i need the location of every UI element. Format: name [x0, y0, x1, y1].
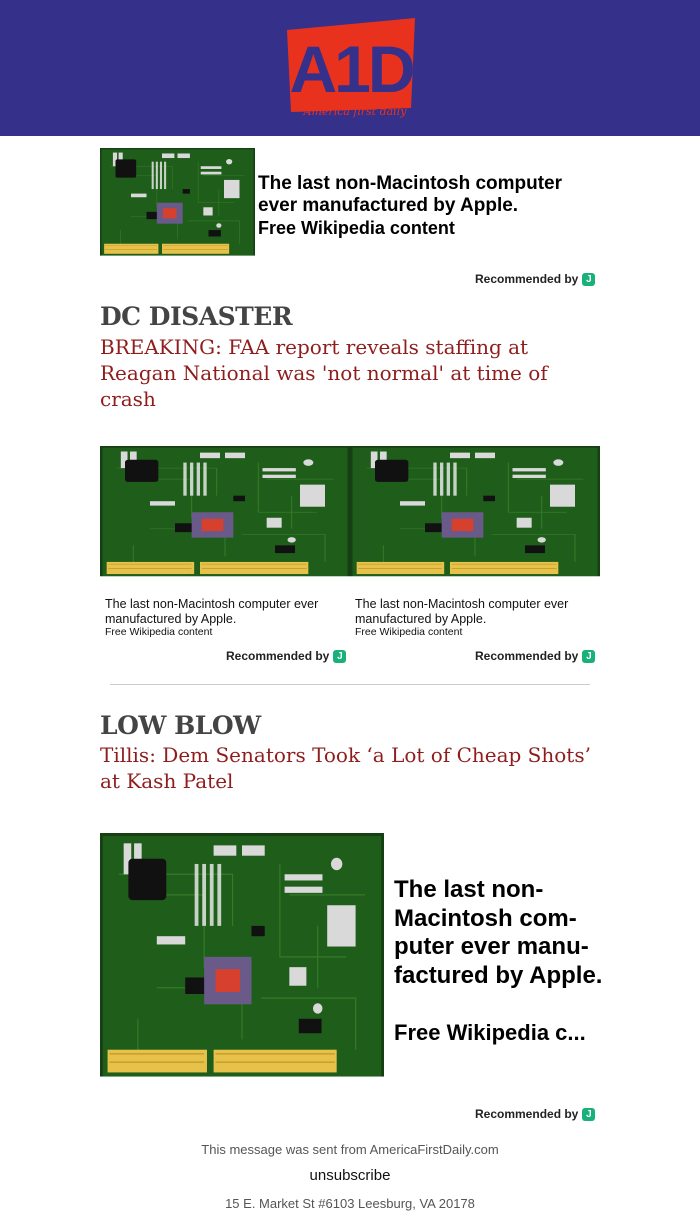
story-kicker: DC DISASTER [100, 302, 293, 331]
ad-title[interactable]: The last non-Macintosh computer ever manufactured by Apple. [105, 597, 319, 626]
ad-source: Free Wikipedia c... [394, 1020, 586, 1045]
ad-thumbnail[interactable] [100, 833, 384, 1091]
unsubscribe-link[interactable]: unsubscribe [309, 1167, 391, 1184]
svg-text:America first daily: America first daily [303, 105, 407, 118]
story-kicker: LOW BLOW [100, 711, 261, 740]
svg-text:A1D: A1D [289, 32, 413, 106]
recommended-label: Recommended by [226, 649, 330, 663]
story-headline-link[interactable]: BREAKING: FAA report reveals staffing at Reagan National was 'not normal' at time of crash [100, 335, 548, 411]
recommender-logo-icon: J [582, 650, 595, 663]
recommender-logo-icon: J [582, 273, 595, 286]
ad-source: Free Wikipedia content [355, 626, 463, 638]
recommended-label: Recommended by [475, 649, 579, 663]
ad-title[interactable]: The last non-Macintosh computer ever manufactured by Apple. [355, 597, 569, 626]
a1d-logo[interactable] [283, 16, 417, 120]
ad-source: Free Wikipedia content [105, 626, 213, 638]
footer-sent-from: This message was sent from AmericaFirstDaily.com [201, 1142, 499, 1157]
footer-address: 15 E. Market St #6103 Leesburg, VA 20178 [225, 1196, 475, 1211]
ad-title[interactable]: The last non-Macintosh com-puter ever manu-factured by Apple. [394, 876, 603, 989]
ad-thumbnail[interactable] [100, 148, 255, 262]
ad-thumbnail[interactable] [350, 446, 600, 584]
recommender-logo-icon: J [582, 1108, 595, 1121]
recommended-by[interactable] [226, 649, 346, 663]
ad-source: Free Wikipedia content [258, 218, 455, 238]
recommended-by[interactable] [475, 649, 595, 663]
unsubscribe-row [0, 1167, 700, 1184]
recommender-logo-icon: J [333, 650, 346, 663]
ad-thumbnail[interactable] [100, 446, 350, 584]
recommended-by[interactable] [475, 1107, 595, 1121]
ad-title[interactable]: The last non-Macintosh computer ever manufactured by Apple. [258, 173, 563, 216]
story-headline-link[interactable]: Tillis: Dem Senators Took ‘a Lot of Cheap Shots’ at Kash Patel [100, 743, 591, 793]
section-divider [110, 684, 590, 685]
recommended-label: Recommended by [475, 272, 579, 286]
recommended-label: Recommended by [475, 1107, 579, 1121]
recommended-by[interactable] [475, 272, 595, 286]
email-header [0, 0, 700, 136]
